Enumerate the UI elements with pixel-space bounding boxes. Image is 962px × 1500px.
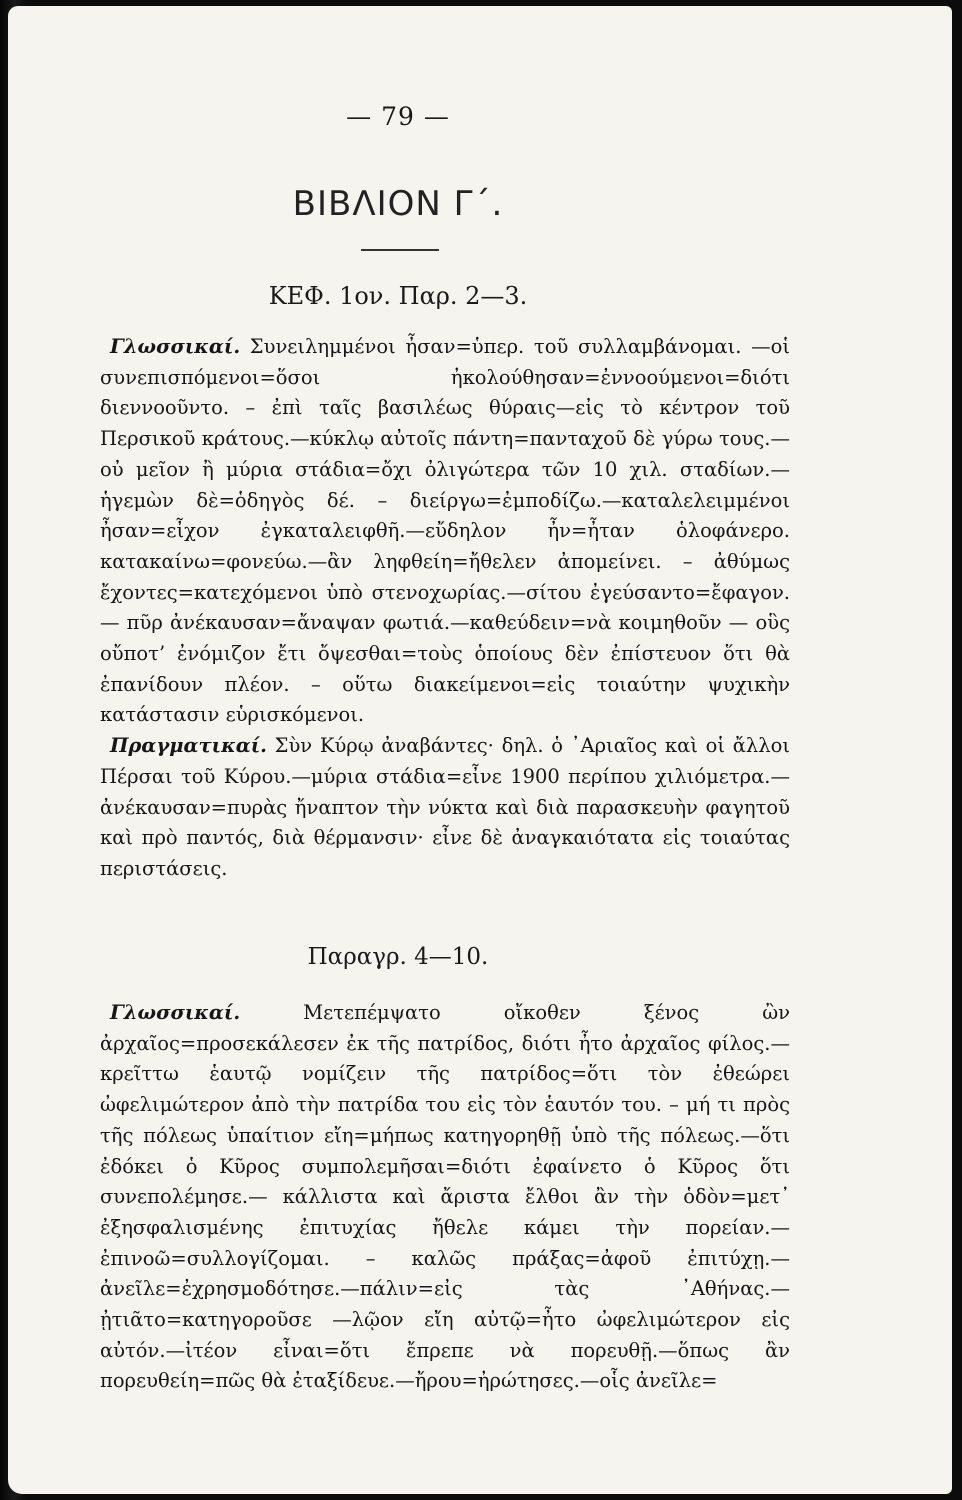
paragraph-text: Σὺν Κύρῳ ἀναβάντες· δηλ. ὁ ᾽Αριαῖος καὶ οἱ ἄλλοι Πέρσαι τοῦ Κύρου.—μύρια στάδια=εἶνε 1900 περίπου χιλιόμετρα.—ἀνέκαυσαν=πυρὰς ἤναπτον τὴν νύκτα καὶ διὰ παρασκευὴν φαγητοῦ καὶ πρὸ παντός, διὰ θέρμανσιν· εἶνε δὲ ἀναγκαιότατα εἰς τοιαύτας περιστάσεις. (100, 734, 790, 880)
section-2-text (100, 998, 790, 1397)
linguistic-notes-paragraph (100, 998, 790, 1397)
linguistic-notes-paragraph (100, 332, 790, 731)
chapter-heading: ΚΕΦ. 1ον. Παρ. 2—3. (268, 282, 528, 310)
book-title: ΒΙΒΛΙΟΝ Γ΄. (292, 184, 504, 224)
title-divider (361, 249, 439, 251)
section-heading: Παραγρ. 4—10. (307, 944, 489, 970)
paragraph-text: Μετεπέμψατο οἴκοθεν ξένος ὢν ἀρχαῖος=προσεκάλεσεν ἐκ τῆς πατρίδος, διότι ἦτο ἀρχαῖος φίλος.—κρεῖττω ἑαυτῷ νομίζειν τῆς πατρίδος=ὅτι τὸν ἐθεώρει ὠφελιμώτερον ἀπὸ τὴν πατρίδα του εἰς τὸν ἑαυτόν του. – μή τι πρὸς τῆς πόλεως ὑπαίτιον εἴη=μήπως κατηγορηθῇ ὑπὸ τῆς πόλεως.—ὅτι ἐδόκει ὁ Κῦρος συμπολεμῆσαι=διότι ἐφαίνετο ὁ Κῦρος ὅτι συνεπολέμησε.— κάλλιστα καὶ ἄριστα ἔλθοι ἂν τὴν ὁδὸν=μετ᾽ ἐξησφαλισμένης ἐπιτυχίας ἤθελε κάμει τὴν πορείαν.—ἐπινοῶ=συλλογίζομαι. – καλῶς πράξας=ἀφοῦ ἐπιτύχῃ.—ἀνεῖλε=ἐχρησμοδότησε.—πάλιν=εἰς τὰς ᾽Αθήνας.—ᾐτιᾶτο=κατηγοροῦσε —λῷον εἴη αὐτῷ=ἦτο ὠφελιμώτερον εἰς αὐτόν.—ἰτέον εἶναι=ὅτι ἔπρεπε νὰ πορευθῇ.—ὅπως ἂν πορευθείη=πῶς θὰ ἐταξίδευε.—ἤρου=ἠρώτησες.—οἷς ἀνεῖλε= (100, 1001, 790, 1393)
paragraph-label: Γλωσσικαί. (110, 1001, 241, 1024)
page-number: — 79 — (346, 102, 450, 131)
section-1-text (100, 332, 790, 885)
paragraph-label: Γλωσσικαί. (110, 335, 241, 358)
book-page (8, 6, 952, 1494)
paragraph-text: Συνειλημμένοι ἦσαν=ὑπερ. τοῦ συλλαμβάνομαι. —οἱ συνεπισπόμενοι=ὅσοι ἠκολούθησαν=ἐννοούμενοι=διότι διεννοοῦντο. – ἐπὶ ταῖς βασιλέως θύραις—εἰς τὸ κέντρον τοῦ Περσικοῦ κράτους.—κύκλῳ αὐτοῖς πάντη=πανταχοῦ δὲ γύρω τους.— οὐ μεῖον ἢ μύρια στάδια=ὄχι ὀλιγώτερα τῶν 10 χιλ. σταδίων.— ἡγεμὼν δὲ=ὁδηγὸς δέ. – διείργω=ἐμποδίζω.—καταλελειμμένοι ἦσαν=εἶχον ἐγκαταλειφθῆ.—εὔδηλον ἦν=ἦταν ὁλοφάνερο. κατακαίνω=φονεύω.—ἂν ληφθείη=ἤθελεν ἀπομείνει. – ἀθύμως ἔχοντες=κατεχόμενοι ὑπὸ στενοχωρίας.—σίτου ἐγεύσαντο=ἔφαγον.— πῦρ ἀνέκαυσαν=ἄναψαν φωτιά.—καθεύδειν=νὰ κοιμηθοῦν — οὓς οὔποτ’ ἐνόμιζον ἔτι ὄψεσθαι=τοὺς ὁποίους δὲν ἐπίστευον ὅτι θὰ ἐπανίδουν πλέον. – οὕτω διακείμενοι=εἰς τοιαύτην ψυχικὴν κατάστασιν εὑρισκόμενοι. (100, 335, 790, 727)
factual-notes-paragraph (100, 731, 790, 885)
paragraph-label: Πραγματικαί. (110, 734, 267, 758)
